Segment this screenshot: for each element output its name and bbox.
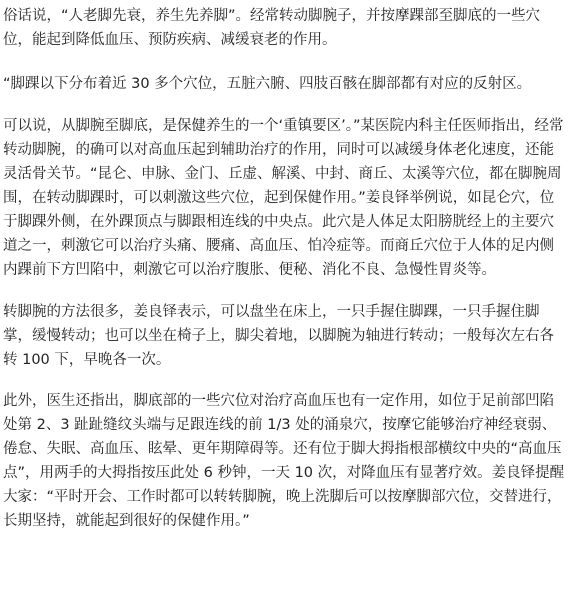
paragraph-expert-quote: 可以说，从脚腕至脚底，是保健养生的一个‘重镇要区’。”某医院内科主任医师指出，经常转动脚腕，的确可以对高血压起到辅助治疗的作用，同时可以减缓身体老化速度，还能灵活骨关节。“昆仑、申脉、金门、丘虚、解溪、中封、商丘、太溪等穴位，都在脚腕周围，在转动脚踝时，可以刺激这些穴位，起到保健作用。”姜良铎举例说，如昆仑穴，位于脚踝外侧，在外踝顶点与脚跟相连线的中央点。此穴是人体足太阳膀胱经上的主要穴道之一，刺激它可以治疗头痛、腰痛、高血压、怕冷症等。而商丘穴位于人体的足内侧内踝前下方凹陷中，刺激它可以治疗腹胀、便秘、消化不良、急慢性胃炎等。 <box>3 118 564 278</box>
paragraph-method: 转脚腕的方法很多，姜良铎表示，可以盘坐在床上，一只手握住脚踝，一只手握住脚掌，缓慢转动；也可以坐在椅子上，脚尖着地，以脚腕为轴进行转动；一般每次左右各转 100 下，早晚各一次。 <box>3 304 554 368</box>
paragraph-foot-points: 此外，医生还指出，脚底部的一些穴位对治疗高血压也有一定作用，如位于足前部凹陷处第 2、3 趾趾缝纹头端与足跟连线的前 1/3 处的涌泉穴，按摩它能够治疗神经衰弱、倦怠、失眠、高血压、眩晕、更年期障碍等。还有位于脚大拇指根部横纹中央的“高血压点”，用两手的大拇指按压此处 6 秒钟，一天 10 次，对降血压有显著疗效。姜良铎提醒大家：“平时开会、工作时都可以转转脚腕，晚上洗脚后可以按摩脚部穴位，交替进行，长期坚持，就能起到很好的保健作用。” <box>3 393 565 529</box>
paragraph-intro: 俗话说，“人老脚先衰，养生先养脚”。经常转动脚腕子，并按摩踝部至脚底的一些穴位，能起到降低血压、预防疾病、减缓衰老的作用。 <box>3 8 541 48</box>
paragraph-acupoints: “脚踝以下分布着近 30 多个穴位，五脏六腑、四肢百骸在脚部都有对应的反射区。 <box>3 76 532 92</box>
